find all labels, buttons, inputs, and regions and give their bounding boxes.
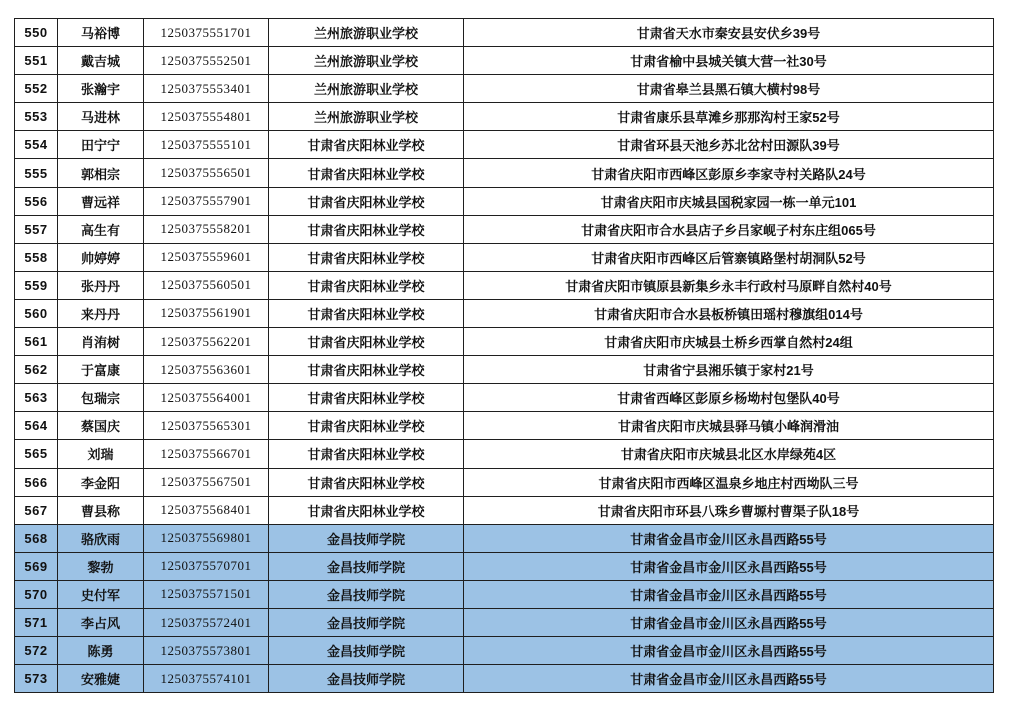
table-row[interactable] <box>15 187 994 215</box>
student-name-cell: 安雅婕 <box>58 665 144 693</box>
table-row[interactable] <box>15 468 994 496</box>
student-name-cell: 骆欣雨 <box>58 524 144 552</box>
school-name-cell: 金昌技师学院 <box>269 580 464 608</box>
student-name-cell: 于富康 <box>58 356 144 384</box>
id-number-cell: 1250375567501 <box>144 468 269 496</box>
row-number-cell: 552 <box>15 75 58 103</box>
school-name-cell: 甘肃省庆阳林业学校 <box>269 187 464 215</box>
row-number-cell: 555 <box>15 159 58 187</box>
table-row[interactable] <box>15 131 994 159</box>
address-cell: 甘肃省庆阳市合水县板桥镇田瑶村穆旗组014号 <box>464 299 994 327</box>
row-number-cell: 565 <box>15 440 58 468</box>
school-name-cell: 甘肃省庆阳林业学校 <box>269 328 464 356</box>
id-number-cell: 1250375556501 <box>144 159 269 187</box>
id-number-cell: 1250375560501 <box>144 271 269 299</box>
school-name-cell: 金昌技师学院 <box>269 552 464 580</box>
table-body <box>15 19 994 693</box>
row-number-cell: 563 <box>15 384 58 412</box>
school-name-cell: 甘肃省庆阳林业学校 <box>269 271 464 299</box>
table-row[interactable] <box>15 496 994 524</box>
table-row[interactable] <box>15 19 994 47</box>
id-number-cell: 1250375564001 <box>144 384 269 412</box>
table-row[interactable] <box>15 75 994 103</box>
row-number-cell: 568 <box>15 524 58 552</box>
id-number-cell: 1250375569801 <box>144 524 269 552</box>
address-cell: 甘肃省金昌市金川区永昌西路55号 <box>464 608 994 636</box>
row-number-cell: 553 <box>15 103 58 131</box>
table-row[interactable] <box>15 215 994 243</box>
student-name-cell: 刘瑞 <box>58 440 144 468</box>
row-number-cell: 573 <box>15 665 58 693</box>
address-cell: 甘肃省庆阳市庆城县国税家园一栋一单元101 <box>464 187 994 215</box>
address-cell: 甘肃省金昌市金川区永昌西路55号 <box>464 524 994 552</box>
school-name-cell: 甘肃省庆阳林业学校 <box>269 468 464 496</box>
student-name-cell: 马裕博 <box>58 19 144 47</box>
address-cell: 甘肃省天水市秦安县安伏乡39号 <box>464 19 994 47</box>
school-name-cell: 金昌技师学院 <box>269 665 464 693</box>
address-cell: 甘肃省庆阳市庆城县北区水岸绿苑4区 <box>464 440 994 468</box>
school-name-cell: 金昌技师学院 <box>269 524 464 552</box>
id-number-cell: 1250375559601 <box>144 243 269 271</box>
school-name-cell: 兰州旅游职业学校 <box>269 47 464 75</box>
address-cell: 甘肃省庆阳市庆城县土桥乡西掌自然村24组 <box>464 328 994 356</box>
address-cell: 甘肃省环县天池乡苏北岔村田源队39号 <box>464 131 994 159</box>
address-cell: 甘肃省庆阳市庆城县驿马镇小峰润滑油 <box>464 412 994 440</box>
table-row[interactable] <box>15 47 994 75</box>
school-name-cell: 兰州旅游职业学校 <box>269 75 464 103</box>
student-name-cell: 曹远祥 <box>58 187 144 215</box>
school-name-cell: 甘肃省庆阳林业学校 <box>269 384 464 412</box>
address-cell: 甘肃省金昌市金川区永昌西路55号 <box>464 637 994 665</box>
table-row[interactable] <box>15 665 994 693</box>
student-name-cell: 田宁宁 <box>58 131 144 159</box>
row-number-cell: 558 <box>15 243 58 271</box>
address-cell: 甘肃省宁县湘乐镇于家村21号 <box>464 356 994 384</box>
row-number-cell: 570 <box>15 580 58 608</box>
id-number-cell: 1250375574101 <box>144 665 269 693</box>
row-number-cell: 551 <box>15 47 58 75</box>
school-name-cell: 甘肃省庆阳林业学校 <box>269 299 464 327</box>
student-name-cell: 高生有 <box>58 215 144 243</box>
address-cell: 甘肃省庆阳市西峰区后管寨镇路堡村胡洞队52号 <box>464 243 994 271</box>
row-number-cell: 561 <box>15 328 58 356</box>
table-row[interactable] <box>15 637 994 665</box>
id-number-cell: 1250375558201 <box>144 215 269 243</box>
table-row[interactable] <box>15 271 994 299</box>
school-name-cell: 兰州旅游职业学校 <box>269 103 464 131</box>
student-name-cell: 张瀚宇 <box>58 75 144 103</box>
id-number-cell: 1250375568401 <box>144 496 269 524</box>
table-row[interactable] <box>15 608 994 636</box>
row-number-cell: 554 <box>15 131 58 159</box>
student-name-cell: 李金阳 <box>58 468 144 496</box>
table-row[interactable] <box>15 103 994 131</box>
row-number-cell: 560 <box>15 299 58 327</box>
address-cell: 甘肃省榆中县城关镇大营一社30号 <box>464 47 994 75</box>
student-name-cell: 李占风 <box>58 608 144 636</box>
row-number-cell: 557 <box>15 215 58 243</box>
student-name-cell: 来丹丹 <box>58 299 144 327</box>
school-name-cell: 甘肃省庆阳林业学校 <box>269 496 464 524</box>
student-name-cell: 史付军 <box>58 580 144 608</box>
id-number-cell: 1250375573801 <box>144 637 269 665</box>
student-name-cell: 曹县称 <box>58 496 144 524</box>
id-number-cell: 1250375565301 <box>144 412 269 440</box>
student-name-cell: 马进林 <box>58 103 144 131</box>
id-number-cell: 1250375555101 <box>144 131 269 159</box>
row-number-cell: 556 <box>15 187 58 215</box>
id-number-cell: 1250375557901 <box>144 187 269 215</box>
school-name-cell: 金昌技师学院 <box>269 637 464 665</box>
school-name-cell: 甘肃省庆阳林业学校 <box>269 131 464 159</box>
row-number-cell: 569 <box>15 552 58 580</box>
table-row[interactable] <box>15 328 994 356</box>
address-cell: 甘肃省金昌市金川区永昌西路55号 <box>464 580 994 608</box>
school-name-cell: 甘肃省庆阳林业学校 <box>269 356 464 384</box>
table-row[interactable] <box>15 243 994 271</box>
table-row[interactable] <box>15 412 994 440</box>
student-name-cell: 戴吉城 <box>58 47 144 75</box>
address-cell: 甘肃省庆阳市西峰区彭原乡李家寺村关路队24号 <box>464 159 994 187</box>
address-cell: 甘肃省庆阳市西峰区温泉乡地庄村西坳队三号 <box>464 468 994 496</box>
table-row[interactable] <box>15 356 994 384</box>
school-name-cell: 甘肃省庆阳林业学校 <box>269 440 464 468</box>
id-number-cell: 1250375566701 <box>144 440 269 468</box>
row-number-cell: 572 <box>15 637 58 665</box>
row-number-cell: 562 <box>15 356 58 384</box>
table-row[interactable] <box>15 524 994 552</box>
address-cell: 甘肃省庆阳市合水县店子乡吕家岘子村东庄组065号 <box>464 215 994 243</box>
row-number-cell: 566 <box>15 468 58 496</box>
student-name-cell: 陈勇 <box>58 637 144 665</box>
school-name-cell: 甘肃省庆阳林业学校 <box>269 243 464 271</box>
address-cell: 甘肃省康乐县草滩乡那那沟村王家52号 <box>464 103 994 131</box>
table-row[interactable] <box>15 299 994 327</box>
student-name-cell: 帅婷婷 <box>58 243 144 271</box>
row-number-cell: 559 <box>15 271 58 299</box>
school-name-cell: 甘肃省庆阳林业学校 <box>269 412 464 440</box>
student-name-cell: 郭相宗 <box>58 159 144 187</box>
table-row[interactable] <box>15 580 994 608</box>
address-cell: 甘肃省皋兰县黑石镇大横村98号 <box>464 75 994 103</box>
table-row[interactable] <box>15 384 994 412</box>
id-number-cell: 1250375572401 <box>144 608 269 636</box>
address-cell: 甘肃省庆阳市环县八珠乡曹塬村曹渠子队18号 <box>464 496 994 524</box>
id-number-cell: 1250375553401 <box>144 75 269 103</box>
id-number-cell: 1250375570701 <box>144 552 269 580</box>
student-name-cell: 蔡国庆 <box>58 412 144 440</box>
table-row[interactable] <box>15 440 994 468</box>
table-row[interactable] <box>15 552 994 580</box>
id-number-cell: 1250375562201 <box>144 328 269 356</box>
school-name-cell: 甘肃省庆阳林业学校 <box>269 215 464 243</box>
school-name-cell: 甘肃省庆阳林业学校 <box>269 159 464 187</box>
address-cell: 甘肃省金昌市金川区永昌西路55号 <box>464 552 994 580</box>
address-cell: 甘肃省西峰区彭原乡杨坳村包堡队40号 <box>464 384 994 412</box>
id-number-cell: 1250375554801 <box>144 103 269 131</box>
id-number-cell: 1250375571501 <box>144 580 269 608</box>
id-number-cell: 1250375551701 <box>144 19 269 47</box>
student-name-cell: 张丹丹 <box>58 271 144 299</box>
address-cell: 甘肃省金昌市金川区永昌西路55号 <box>464 665 994 693</box>
student-name-cell: 黎勃 <box>58 552 144 580</box>
student-roster-table <box>14 18 994 693</box>
id-number-cell: 1250375561901 <box>144 299 269 327</box>
id-number-cell: 1250375563601 <box>144 356 269 384</box>
id-number-cell: 1250375552501 <box>144 47 269 75</box>
school-name-cell: 金昌技师学院 <box>269 608 464 636</box>
table-row[interactable] <box>15 159 994 187</box>
row-number-cell: 571 <box>15 608 58 636</box>
student-name-cell: 肖洧树 <box>58 328 144 356</box>
row-number-cell: 550 <box>15 19 58 47</box>
school-name-cell: 兰州旅游职业学校 <box>269 19 464 47</box>
row-number-cell: 564 <box>15 412 58 440</box>
student-name-cell: 包瑞宗 <box>58 384 144 412</box>
address-cell: 甘肃省庆阳市镇原县新集乡永丰行政村马原畔自然村40号 <box>464 271 994 299</box>
row-number-cell: 567 <box>15 496 58 524</box>
